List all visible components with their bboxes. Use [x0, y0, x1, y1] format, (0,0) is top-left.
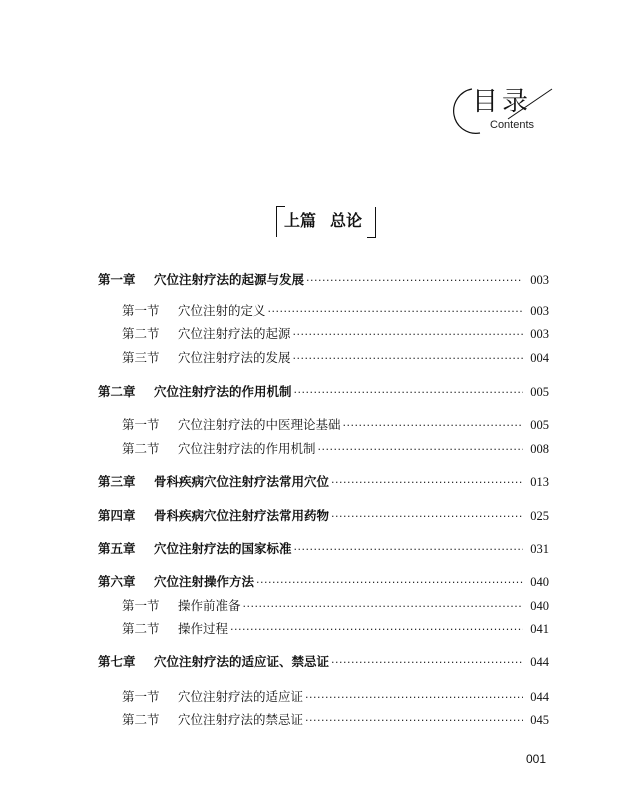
entry-label: [98, 473, 329, 491]
entry-page-number: 044: [530, 655, 549, 669]
entry-page-number: 003: [530, 304, 549, 318]
entry-number: 第三节: [122, 350, 160, 365]
toc-chapter-entry[interactable]: [98, 473, 549, 491]
entry-number: 第六章: [98, 574, 136, 589]
toc-section-entry[interactable]: [122, 597, 549, 615]
entry-number: 第三章: [98, 474, 136, 489]
dot-leader: [293, 350, 523, 368]
toc-section-entry[interactable]: [122, 711, 549, 729]
dot-leader: [293, 326, 523, 344]
toc-chapter-entry[interactable]: [98, 271, 549, 289]
entry-page-number: 025: [530, 509, 549, 523]
entry-title: 穴位注射疗法的适应证: [178, 689, 304, 704]
entry-page-number: 008: [530, 442, 549, 456]
toc-title-chinese: 目录: [472, 87, 533, 117]
entry-title: 穴位注射疗法的起源与发展: [154, 272, 305, 287]
toc-section-entry[interactable]: [122, 302, 549, 320]
dot-leader: [256, 574, 523, 592]
entry-title: 骨科疾病穴位注射疗法常用穴位: [154, 474, 330, 489]
entry-page-number: 005: [530, 418, 549, 432]
dot-leader: [306, 272, 523, 290]
toc-section-entry[interactable]: [122, 688, 549, 706]
toc-chapter-entry[interactable]: [98, 540, 549, 558]
toc-section-entry[interactable]: [122, 416, 549, 434]
entry-number: 第一节: [122, 598, 160, 613]
entry-title: 操作过程: [178, 621, 229, 636]
entry-page-number: 013: [530, 475, 549, 489]
entry-number: 第一节: [122, 689, 160, 704]
entry-title: 穴位注射疗法的作用机制: [178, 441, 316, 456]
dot-leader: [343, 417, 523, 435]
dot-leader: [305, 689, 523, 707]
entry-label: [122, 688, 303, 706]
part-label: 上篇: [284, 211, 317, 230]
entry-page-number: 044: [530, 690, 549, 704]
entry-title: 操作前准备: [178, 598, 241, 613]
entry-title: 穴位注射疗法的发展: [178, 350, 291, 365]
part-title: 总论: [330, 211, 363, 230]
toc-title-english: Contents: [490, 119, 535, 131]
entry-number: 第一章: [98, 272, 136, 287]
toc-section-entry[interactable]: [122, 620, 549, 638]
dot-leader: [230, 621, 523, 639]
toc-section-entry[interactable]: [122, 349, 549, 367]
entry-number: 第二章: [98, 384, 136, 399]
entry-label: [122, 440, 316, 458]
entry-title: 穴位注射疗法的禁忌证: [178, 712, 304, 727]
toc-chapter-entry[interactable]: [98, 383, 549, 401]
toc-chapter-entry[interactable]: [98, 653, 549, 671]
toc-section-entry[interactable]: [122, 440, 549, 458]
entry-number: 第一节: [122, 303, 160, 318]
entry-label: [98, 653, 329, 671]
dot-leader: [305, 712, 523, 730]
dot-leader: [243, 598, 523, 616]
entry-label: [98, 540, 292, 558]
page-number: 001: [526, 752, 547, 766]
entry-label: [122, 620, 228, 638]
entry-label: [122, 416, 341, 434]
entry-title: 穴位注射疗法的起源: [178, 326, 291, 341]
entry-page-number: 005: [530, 385, 549, 399]
entry-page-number: 041: [530, 622, 549, 636]
entry-title: 骨科疾病穴位注射疗法常用药物: [154, 508, 330, 523]
entry-page-number: 040: [530, 599, 549, 613]
entry-label: [122, 349, 291, 367]
entry-number: 第七章: [98, 654, 136, 669]
dot-leader: [318, 441, 523, 459]
entry-label: [98, 271, 304, 289]
entry-number: 第二节: [122, 621, 160, 636]
entry-number: 第四章: [98, 508, 136, 523]
entry-title: 穴位注射的定义: [178, 303, 266, 318]
entry-label: [122, 302, 266, 320]
entry-number: 第五章: [98, 541, 136, 556]
entry-number: 第二节: [122, 712, 160, 727]
entry-title: 穴位注射疗法的中医理论基础: [178, 417, 341, 432]
dot-leader: [294, 541, 523, 559]
toc-section-entry[interactable]: [122, 325, 549, 343]
entry-number: 第二节: [122, 441, 160, 456]
entry-label: [98, 573, 254, 591]
entry-page-number: 003: [530, 273, 549, 287]
entry-page-number: 004: [530, 351, 549, 365]
entry-label: [122, 711, 303, 729]
dot-leader: [268, 303, 523, 321]
entry-label: [98, 383, 292, 401]
entry-label: [122, 597, 241, 615]
entry-title: 穴位注射疗法的适应证、禁忌证: [154, 654, 330, 669]
entry-number: 第二节: [122, 326, 160, 341]
entry-page-number: 040: [530, 575, 549, 589]
entry-page-number: 045: [530, 713, 549, 727]
entry-page-number: 031: [530, 542, 549, 556]
entry-title: 穴位注射疗法的作用机制: [154, 384, 292, 399]
entry-number: 第一节: [122, 417, 160, 432]
entry-title: 穴位注射疗法的国家标准: [154, 541, 292, 556]
dot-leader: [331, 508, 523, 526]
toc-chapter-entry[interactable]: [98, 573, 549, 591]
entry-page-number: 003: [530, 327, 549, 341]
toc-chapter-entry[interactable]: [98, 507, 549, 525]
dot-leader: [294, 384, 523, 402]
entry-title: 穴位注射操作方法: [154, 574, 255, 589]
dot-leader: [331, 474, 523, 492]
entry-label: [122, 325, 291, 343]
entry-label: [98, 507, 329, 525]
dot-leader: [331, 654, 523, 672]
